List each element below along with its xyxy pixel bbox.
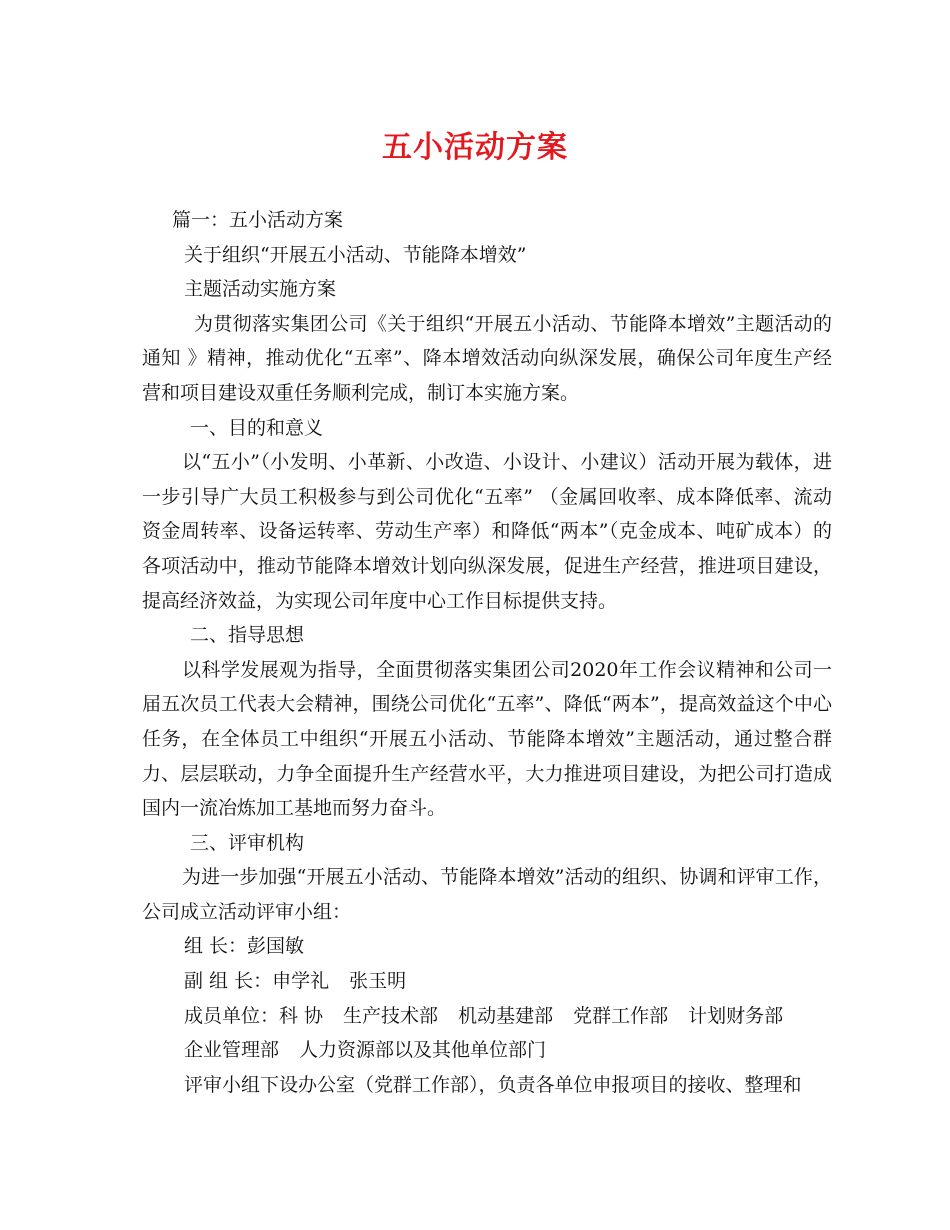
office-paragraph: 评审小组下设办公室（党群工作部），负责各单位申报项目的接收、整理和 bbox=[184, 1073, 802, 1096]
deputy-leader-line bbox=[142, 964, 832, 999]
member-unit: 党群工作部 bbox=[573, 1004, 669, 1027]
section-heading-3: 三、评审机构 bbox=[190, 831, 305, 854]
deputy-leader-1: 副 组 长：申学礼 bbox=[184, 970, 330, 993]
section-heading-2: 二、指导思想 bbox=[190, 624, 305, 647]
section-heading-1: 一、目的和意义 bbox=[190, 416, 324, 439]
document-title: 五小活动方案 bbox=[382, 130, 568, 165]
member-units-label: 成员单位：科 协 bbox=[184, 1004, 324, 1027]
article-heading: 篇一：五小活动方案 bbox=[172, 209, 344, 231]
section-1-paragraph: 以“五小”（小发明、小革新、小改造、小设计、小建议）活动开展为载体，进一步引导广大员工积极参与到公司优化“五率” （金属回收率、成本降低率、流动资金周转率、设备运转率、劳动生产率）和降低“两本”（克金成本、吨矿成本）的各项活动中，推动节能降本增效计划向纵深发展，促进生产经营，推进项目建设，提高经济效益，为实现公司年度中心工作目标提供支持。 bbox=[142, 451, 832, 612]
member-unit: 生产技术部 bbox=[343, 1004, 439, 1027]
deputy-leader-2: 张玉明 bbox=[349, 970, 407, 993]
leader-line: 组 长：彭国敏 bbox=[184, 935, 305, 958]
subtitle-line-2: 主题活动实施方案 bbox=[184, 278, 337, 301]
document-body bbox=[142, 203, 832, 1102]
member-units-line-2 bbox=[142, 1033, 832, 1068]
member-units-line bbox=[142, 999, 832, 1034]
intro-paragraph: 为贯彻落实集团公司《关于组织“开展五小活动、节能降本增效”主题活动的通知 》精神，推动优化“五率”、降本增效活动向纵深发展，确保公司年度生产经营和项目建设双重任务顺利完成，制订本实施方案。 bbox=[142, 312, 832, 404]
section-3-paragraph: 为进一步加强“开展五小活动、节能降本增效”活动的组织、协调和评审工作，公司成立活动评审小组： bbox=[142, 866, 832, 923]
section-2-paragraph: 以科学发展观为指导，全面贯彻落实集团公司2020年工作会议精神和公司一届五次员工代表大会精神，围绕公司优化“五率”、降低“两本”，提高效益这个中心任务，在全体员工中组织“开展五小活动、节能降本增效”主题活动，通过整合群力、层层联动，力争全面提升生产经营水平，大力推进项目建设，为把公司打造成国内一流冶炼加工基地而努力奋斗。 bbox=[142, 658, 832, 820]
member-unit: 企业管理部 bbox=[184, 1039, 280, 1062]
member-unit: 计划财务部 bbox=[688, 1004, 784, 1027]
member-unit: 人力资源部以及其他单位部门 bbox=[299, 1039, 547, 1062]
member-unit: 机动基建部 bbox=[458, 1004, 554, 1027]
subtitle-line-1: 关于组织“开展五小活动、节能降本增效” bbox=[184, 243, 527, 266]
